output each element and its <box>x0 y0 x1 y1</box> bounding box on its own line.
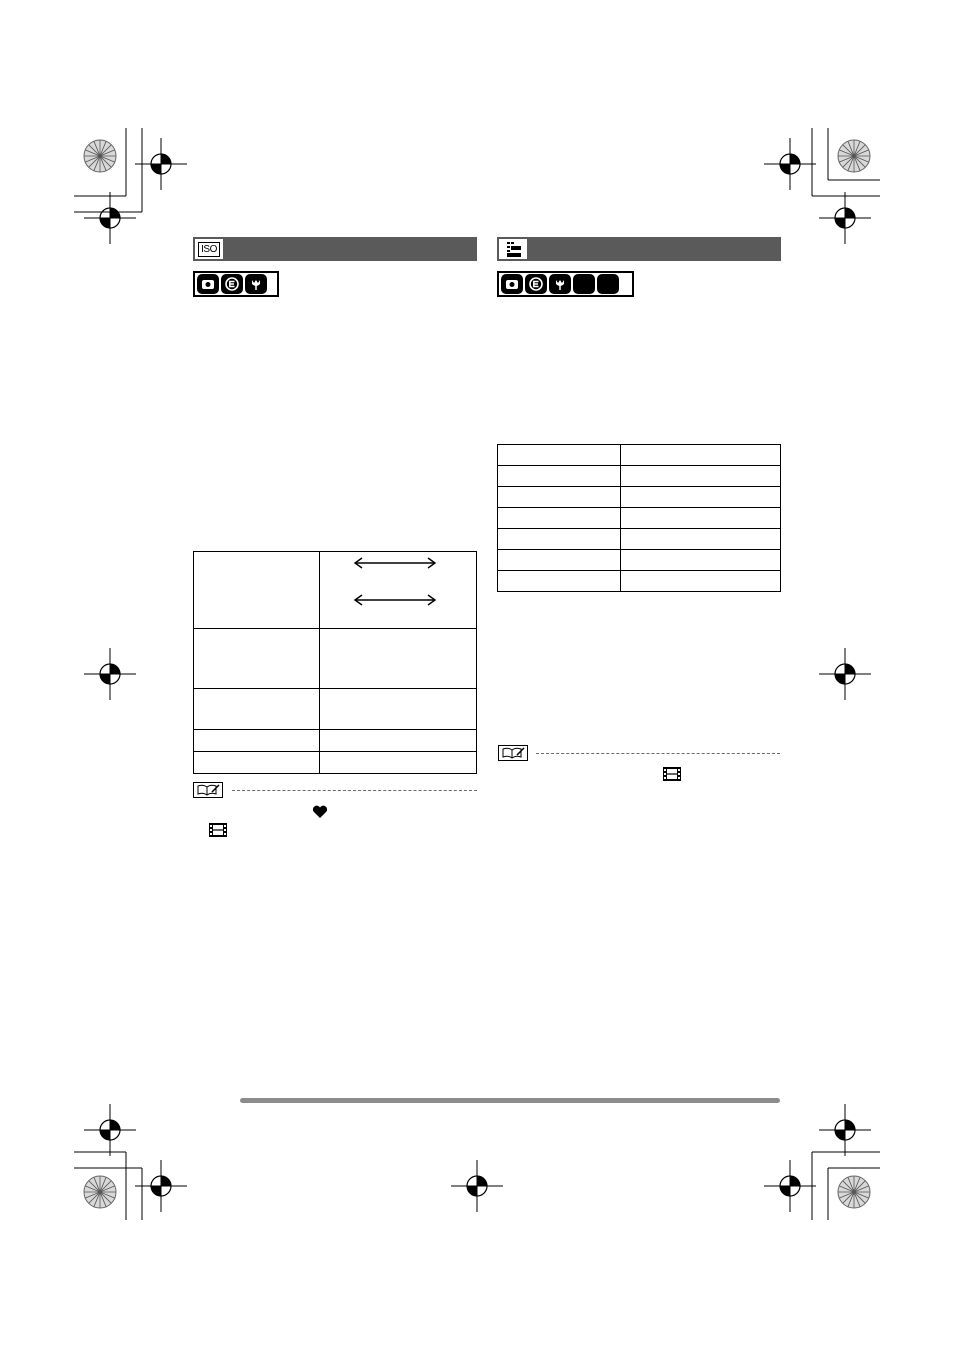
menu-section-header <box>497 237 781 261</box>
filled-square-icon <box>597 274 619 294</box>
note-icon <box>498 745 528 761</box>
table-row <box>498 571 781 592</box>
table-cell <box>320 730 477 752</box>
table-row <box>498 529 781 550</box>
macro-icon <box>245 274 267 294</box>
camera-icon <box>501 274 523 294</box>
iso-mode-icons <box>193 271 279 297</box>
heart-icon <box>312 805 328 819</box>
table-cell <box>194 629 320 689</box>
table-row <box>498 508 781 529</box>
table-row <box>194 689 477 730</box>
film-icon <box>208 822 228 838</box>
menu-table <box>497 444 781 592</box>
table-row <box>498 466 781 487</box>
table-cell <box>320 689 477 730</box>
double-arrow-icon <box>355 595 435 605</box>
table-cell <box>194 752 320 774</box>
arrows-cell <box>320 552 476 628</box>
table-cell <box>621 529 781 550</box>
iso-icon-label: ISO <box>198 242 220 257</box>
iso-section-header <box>193 237 477 261</box>
table-row <box>194 552 477 629</box>
table-row <box>498 445 781 466</box>
economy-icon <box>221 274 243 294</box>
film-icon <box>662 766 682 782</box>
table-cell <box>498 466 621 487</box>
menu-list-icon <box>499 239 527 259</box>
table-cell <box>498 571 621 592</box>
table-cell <box>621 487 781 508</box>
menu-mode-icons <box>497 271 634 297</box>
macro-icon <box>549 274 571 294</box>
table-cell <box>498 487 621 508</box>
table-cell <box>498 445 621 466</box>
double-arrow-icon <box>355 558 435 568</box>
table-cell <box>320 552 477 629</box>
table-row <box>194 752 477 774</box>
iso-table <box>193 551 477 774</box>
camera-icon <box>197 274 219 294</box>
table-row <box>194 730 477 752</box>
table-cell <box>194 689 320 730</box>
footer-rule <box>240 1098 780 1103</box>
filled-square-icon <box>573 274 595 294</box>
note-icon <box>193 782 223 798</box>
table-row <box>498 550 781 571</box>
economy-icon <box>525 274 547 294</box>
table-cell <box>498 508 621 529</box>
note-divider <box>232 790 477 791</box>
table-cell <box>194 730 320 752</box>
table-cell <box>320 752 477 774</box>
table-cell <box>621 445 781 466</box>
table-cell <box>621 550 781 571</box>
table-cell <box>621 508 781 529</box>
table-row <box>194 629 477 689</box>
table-cell <box>621 571 781 592</box>
table-row <box>498 487 781 508</box>
note-divider <box>536 753 780 754</box>
table-cell <box>498 550 621 571</box>
table-cell <box>320 629 477 689</box>
table-cell <box>194 552 320 629</box>
table-cell <box>498 529 621 550</box>
table-cell <box>621 466 781 487</box>
iso-icon <box>195 239 223 259</box>
